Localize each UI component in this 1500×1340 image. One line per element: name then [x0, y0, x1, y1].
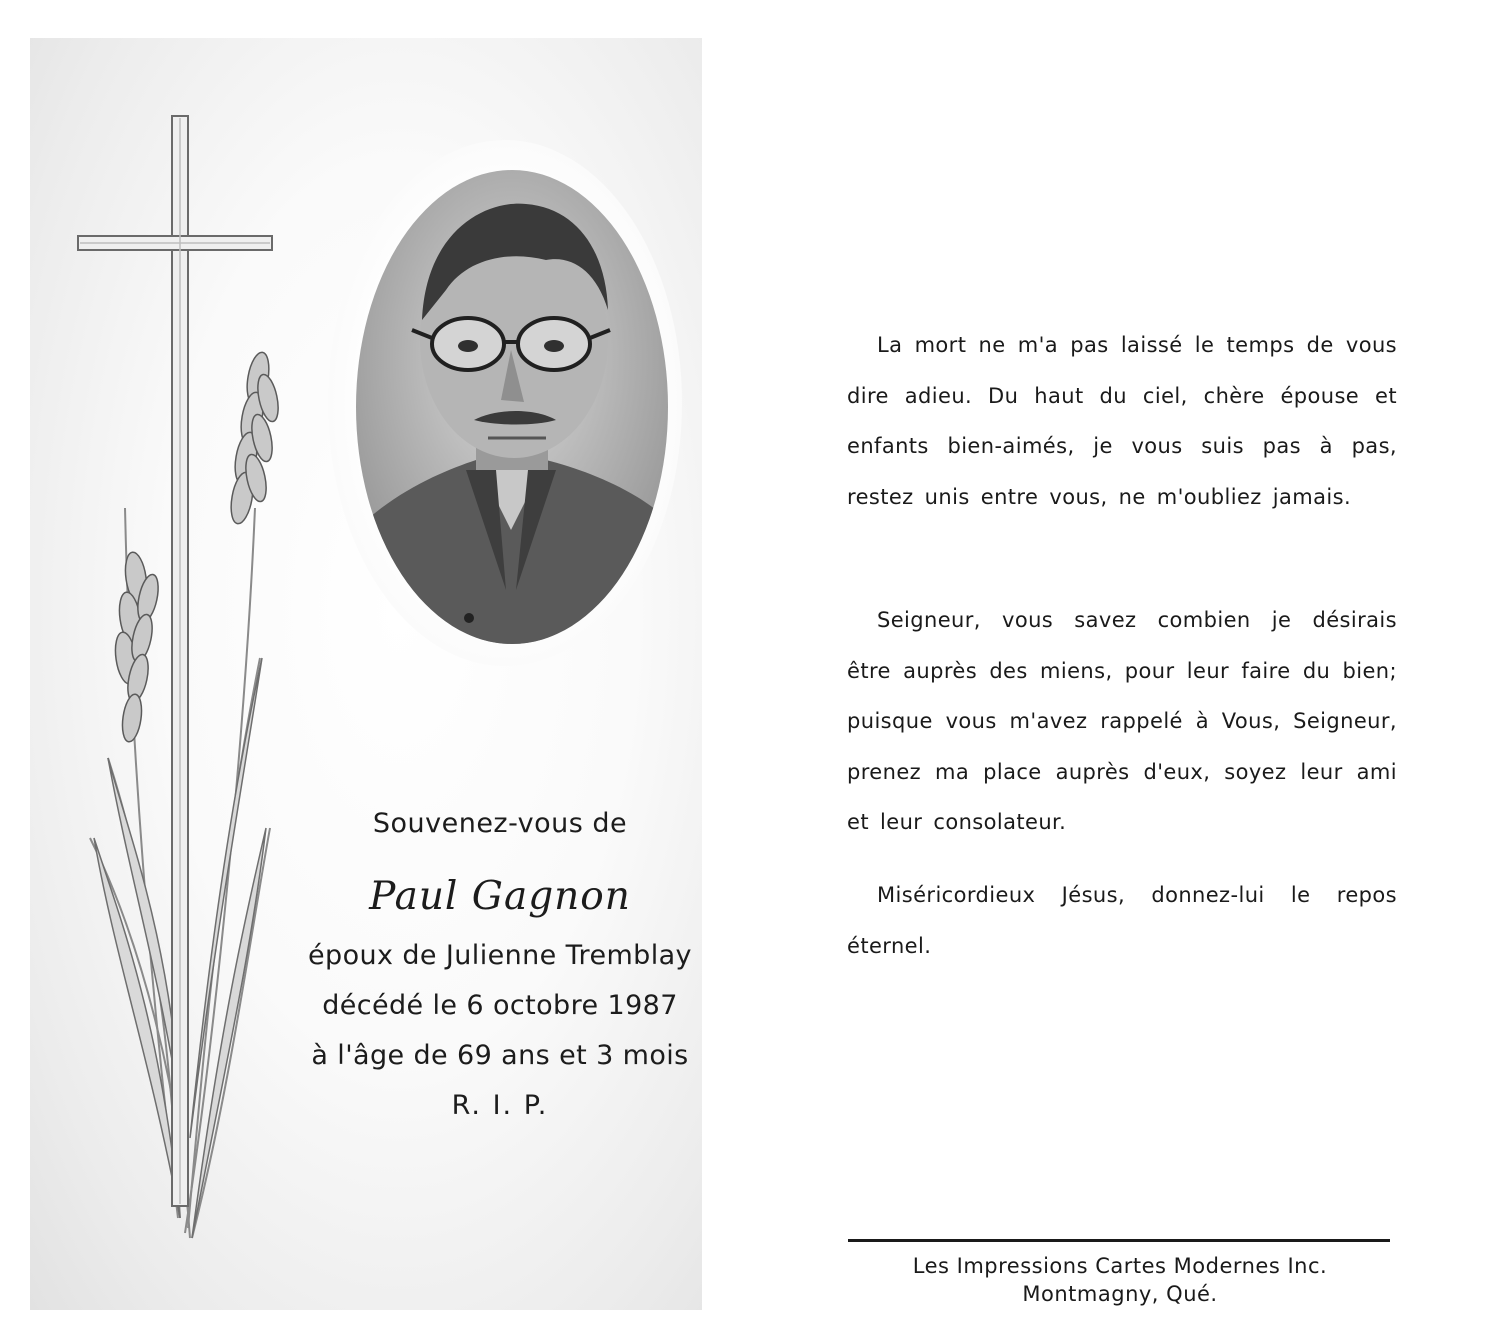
memorial-card-front — [30, 38, 702, 1310]
verse-paragraph: La mort ne m'a pas laissé le temps de vous dire adieu. Du haut du ciel, chère épouse et enfants bien-aimés, je vous suis pas à pas, restez unis entre vous, ne m'oubliez jamais. — [847, 333, 1397, 509]
rip-line: R. I. P. — [451, 1090, 549, 1121]
death-date-line: décédé le 6 octobre 1987 — [322, 990, 678, 1021]
printer-divider — [848, 1239, 1390, 1242]
deceased-name: Paul Gagnon — [369, 874, 631, 919]
printer-name: Les Impressions Cartes Modernes Inc. — [912, 1254, 1328, 1278]
spouse-line: époux de Julienne Tremblay — [308, 940, 692, 971]
printer-city: Montmagny, Qué. — [1022, 1282, 1218, 1306]
prayer-paragraph: Seigneur, vous savez combien je désirais être auprès des miens, pour leur faire du bien; puisque vous m'avez rappelé à Vous, Seigneur, prenez ma place auprès d'eux, soyez leur ami et leur consolateur. — [847, 608, 1397, 834]
memorial-card-back — [730, 38, 1490, 1310]
remember-line: Souvenez-vous de — [372, 808, 628, 839]
closing-paragraph: Miséricordieux Jésus, donnez-lui le repos éternel. — [847, 883, 1397, 958]
age-line: à l'âge de 69 ans et 3 mois — [311, 1040, 689, 1071]
deceased-portrait — [356, 170, 668, 644]
